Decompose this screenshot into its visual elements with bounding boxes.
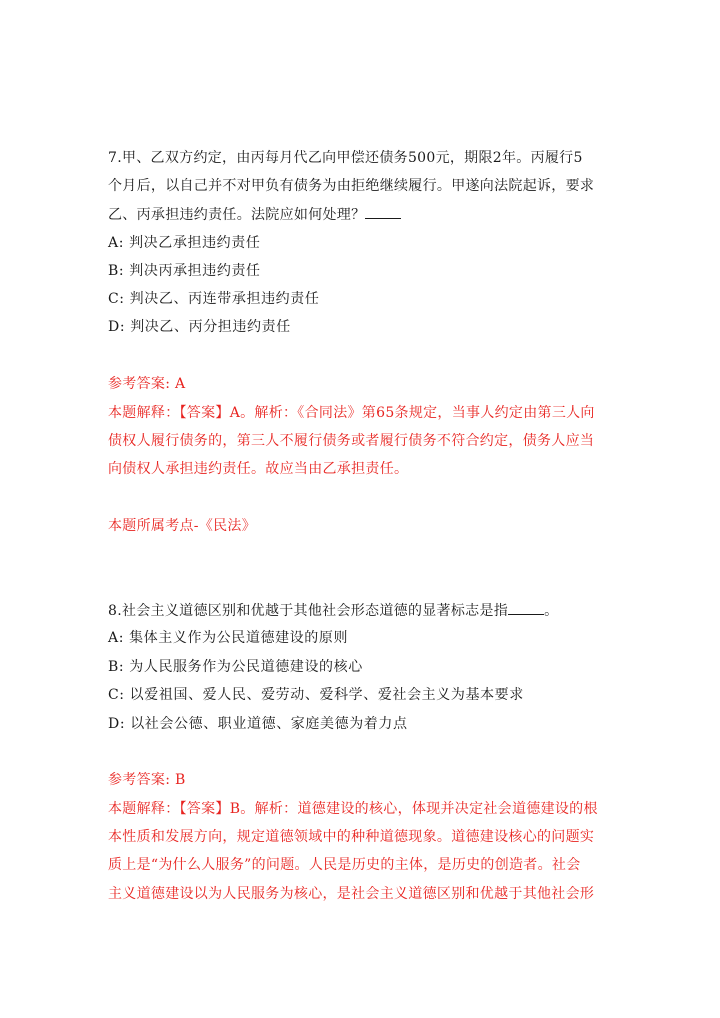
question-8-explanation-line-4: 主义道德建设以为人民服务为核心，是社会主义道德区别和优越于其他社会形 (108, 886, 595, 902)
answer-blank (508, 600, 544, 615)
question-7-explanation-line-2: 债权人履行债务的，第三人不履行债务或者履行债务不符合约定，债务人应当 (108, 433, 595, 449)
answer-blank (365, 204, 401, 219)
question-7-option-b: B: 判决丙承担违约责任 (108, 263, 261, 279)
question-8-option-c: C: 以爱祖国、爱人民、爱劳动、爱科学、爱社会主义为基本要求 (108, 687, 524, 703)
question-8-stem-line-1 (108, 600, 558, 621)
question-7-explanation-line-3: 向债权人承担违约责任。故应当由乙承担责任。 (108, 461, 409, 477)
question-8-option-b: B: 为人民服务作为公民道德建设的核心 (108, 659, 363, 675)
question-8-option-a: A: 集体主义作为公民道德建设的原则 (108, 630, 349, 646)
question-7-stem-text: 乙、丙承担违约责任。法院应如何处理？ (108, 207, 366, 223)
question-7-option-d: D: 判决乙、丙分担违约责任 (108, 319, 291, 335)
question-8-answer: 参考答案: B (108, 772, 186, 788)
question-8-explanation-line-2: 本性质和发展方向，规定道德领域中的种种道德现象。道德建设核心的问题实 (108, 829, 595, 845)
question-7-stem-line-1: 7.甲、乙双方约定，由丙每月代乙向甲偿还债务500元，期限2年。丙履行5 (108, 150, 583, 166)
question-7-category: 本题所属考点-《民法》 (108, 518, 257, 534)
question-7-explanation-line-1: 本题解释：【答案】A。解析：《合同法》第65条规定，当事人约定由第三人向 (108, 405, 595, 421)
question-7-stem-line-3 (108, 204, 401, 225)
question-8-explanation-line-1: 本题解释：【答案】B。解析：道德建设的核心，体现并决定社会道德建设的根 (108, 801, 598, 817)
question-8-stem-text: 8.社会主义道德区别和优越于其他社会形态道德的显著标志是指 (108, 603, 509, 619)
question-7-stem-line-2: 个月后，以自己并不对甲负有债务为由拒绝继续履行。甲遂向法院起诉，要求 (108, 178, 595, 194)
question-7-option-a: A: 判决乙承担违约责任 (108, 235, 261, 251)
question-8-explanation-line-3: 质上是“为什么人服务”的问题。人民是历史的主体，是历史的创造者。社会 (108, 857, 581, 873)
question-7-answer: 参考答案: A (108, 376, 186, 392)
question-8-option-d: D: 以社会公德、职业道德、家庭美德为着力点 (108, 716, 408, 732)
question-7-option-c: C: 判决乙、丙连带承担违约责任 (108, 291, 320, 307)
question-8-stem-end: 。 (544, 603, 559, 619)
